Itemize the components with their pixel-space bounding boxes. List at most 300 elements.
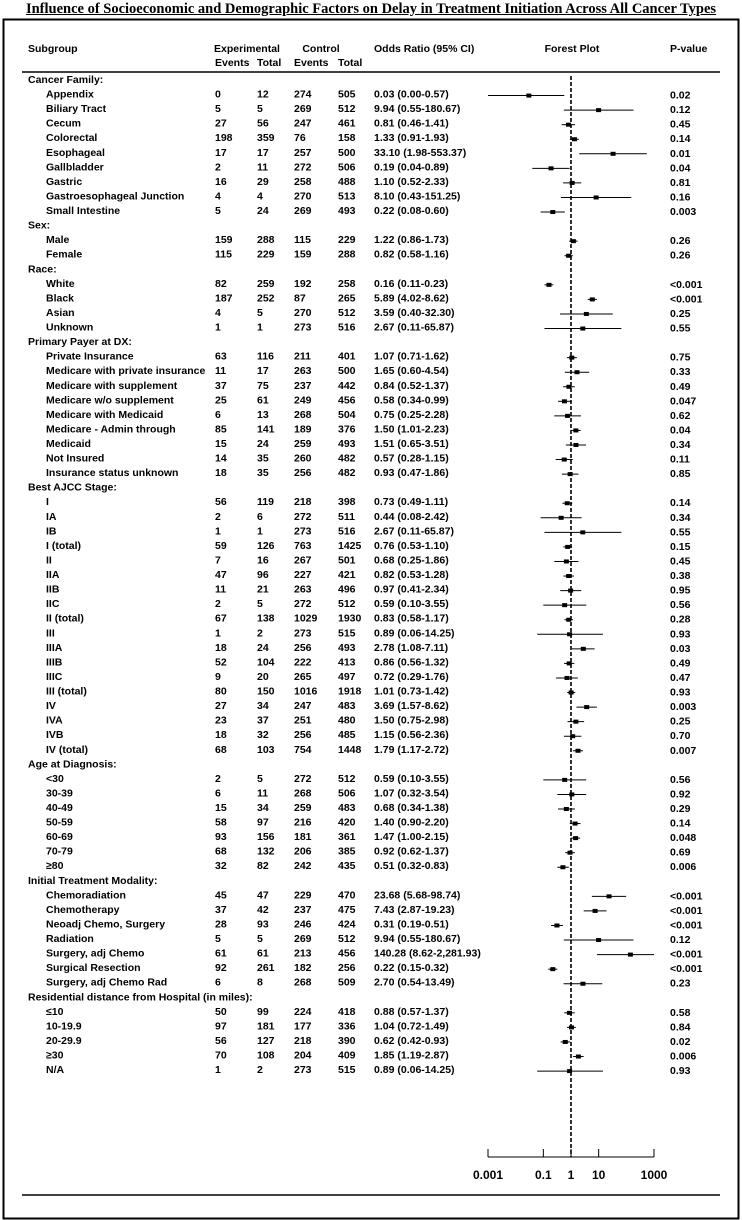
exp-total-cell: 93 bbox=[257, 918, 269, 931]
table-row bbox=[46, 802, 691, 815]
p-value-cell: <0.001 bbox=[670, 904, 703, 917]
subgroup-label: III (total) bbox=[46, 685, 87, 698]
subgroup-label: ≤10 bbox=[46, 1005, 64, 1018]
exp-events-cell: 14 bbox=[215, 452, 227, 465]
group-header-row bbox=[28, 758, 117, 770]
point-estimate bbox=[569, 356, 574, 360]
table-row bbox=[46, 613, 691, 626]
point-estimate bbox=[554, 923, 559, 927]
point-estimate bbox=[560, 865, 565, 869]
point-estimate bbox=[584, 312, 589, 316]
p-value-cell: <0.001 bbox=[670, 948, 703, 961]
subgroup-label: Black bbox=[46, 292, 75, 305]
point-estimate bbox=[573, 822, 578, 826]
point-estimate bbox=[573, 428, 578, 432]
ctrl-events-cell: 269 bbox=[294, 103, 312, 116]
table-row bbox=[46, 860, 696, 873]
table-row bbox=[46, 846, 691, 859]
exp-total-cell: 47 bbox=[257, 889, 269, 902]
ctrl-events-cell: 177 bbox=[294, 1020, 312, 1033]
exp-events-cell: 5 bbox=[215, 103, 221, 116]
subgroup-label: ≥30 bbox=[46, 1049, 64, 1062]
ctrl-events-cell: 242 bbox=[294, 860, 312, 873]
ctrl-total-cell: 390 bbox=[338, 1034, 356, 1047]
odds-ratio-cell: 0.68 (0.25-1.86) bbox=[374, 554, 449, 567]
table-row bbox=[46, 584, 691, 597]
point-estimate bbox=[549, 166, 554, 170]
ctrl-events-cell: 229 bbox=[294, 889, 312, 902]
subgroup-label: Gastroesophageal Junction bbox=[46, 190, 185, 203]
exp-total-cell: 75 bbox=[257, 379, 269, 392]
group-label: Race: bbox=[28, 263, 57, 276]
ctrl-total-cell: 435 bbox=[338, 860, 356, 873]
point-estimate bbox=[566, 254, 571, 258]
ctrl-total-cell: 500 bbox=[338, 146, 356, 159]
ctrl-total-cell: 1425 bbox=[338, 539, 362, 552]
table-row bbox=[46, 787, 691, 800]
exp-events-cell: 32 bbox=[215, 860, 227, 873]
table-row bbox=[46, 700, 696, 713]
exp-events-cell: 2 bbox=[215, 598, 221, 611]
exp-total-cell: 56 bbox=[257, 117, 269, 130]
exp-total-cell: 2 bbox=[257, 627, 263, 640]
ctrl-total-cell: 456 bbox=[338, 394, 356, 407]
ctrl-events-cell: 159 bbox=[294, 248, 312, 261]
p-value-cell: 0.28 bbox=[670, 613, 691, 626]
point-estimate bbox=[546, 283, 551, 287]
ctrl-total-cell: 482 bbox=[338, 452, 356, 465]
exp-events-cell: 11 bbox=[215, 583, 227, 596]
ctrl-total-cell: 485 bbox=[338, 729, 356, 742]
group-header-row bbox=[28, 220, 50, 232]
p-value-cell: 0.81 bbox=[670, 176, 691, 189]
ctrl-events-cell: 270 bbox=[294, 306, 312, 319]
exp-events-cell: 15 bbox=[215, 802, 227, 814]
ctrl-events-cell: 754 bbox=[294, 743, 312, 756]
p-value-cell: 0.49 bbox=[670, 657, 691, 670]
ctrl-total-cell: 401 bbox=[338, 350, 356, 363]
column-header bbox=[28, 43, 708, 69]
table-row bbox=[46, 380, 691, 393]
ctrl-total-cell: 288 bbox=[338, 248, 356, 261]
ctrl-events-cell: 268 bbox=[294, 787, 312, 800]
subgroup-label: I bbox=[46, 496, 49, 509]
odds-ratio-cell: 0.97 (0.41-2.34) bbox=[374, 583, 449, 596]
subgroup-label: Appendix bbox=[46, 88, 94, 101]
exp-total-cell: 37 bbox=[257, 714, 269, 727]
ctrl-events-cell: 247 bbox=[294, 117, 312, 130]
exp-total-cell: 99 bbox=[257, 1005, 269, 1018]
subgroup-label: Surgical Resection bbox=[46, 962, 141, 975]
p-value-cell: 0.16 bbox=[670, 191, 691, 204]
point-estimate bbox=[563, 1040, 568, 1044]
exp-events-cell: 159 bbox=[215, 234, 233, 247]
odds-ratio-cell: 0.16 (0.11-0.23) bbox=[374, 277, 449, 290]
chart-title: Influence of Socioeconomic and Demographic Factors on Delay in Treatment Initiation Across All Cancer Types bbox=[25, 1, 717, 17]
point-estimate bbox=[573, 720, 578, 724]
odds-ratio-cell: 9.94 (0.55-180.67) bbox=[374, 933, 461, 946]
exp-total-cell: 17 bbox=[257, 365, 269, 378]
odds-ratio-cell: 1.07 (0.71-1.62) bbox=[374, 350, 449, 363]
subgroup-label: Medicare w/o supplement bbox=[46, 394, 174, 407]
ctrl-total-cell: 1448 bbox=[338, 743, 362, 756]
ctrl-total-cell: 509 bbox=[338, 976, 356, 989]
p-value-cell: 0.02 bbox=[670, 1035, 691, 1048]
exp-total-cell: 359 bbox=[257, 132, 275, 145]
subgroup-label: IIA bbox=[46, 569, 60, 582]
exp-events-cell: 2 bbox=[215, 510, 221, 523]
odds-ratio-cell: 1.50 (0.75-2.98) bbox=[374, 714, 449, 727]
ctrl-events-cell: 1029 bbox=[294, 612, 318, 625]
point-estimate bbox=[568, 472, 573, 476]
exp-events-cell: 80 bbox=[215, 685, 227, 698]
exp-events-cell: 1 bbox=[215, 321, 221, 334]
exp-events-cell: 28 bbox=[215, 918, 227, 931]
exp-total-cell: 2 bbox=[257, 1064, 263, 1077]
subgroup-label: IV bbox=[46, 700, 56, 713]
subgroup-label: 50-59 bbox=[46, 816, 73, 829]
point-estimate bbox=[569, 691, 574, 695]
ctrl-total-cell: 512 bbox=[338, 598, 356, 611]
point-estimate bbox=[570, 181, 575, 185]
point-estimate bbox=[565, 545, 570, 549]
odds-ratio-cell: 1.50 (1.01-2.23) bbox=[374, 423, 449, 436]
ctrl-events-cell: 267 bbox=[294, 554, 312, 567]
ctrl-events-cell: 273 bbox=[294, 1064, 312, 1077]
exp-events-cell: 61 bbox=[215, 947, 227, 960]
ctrl-total-cell: 420 bbox=[338, 816, 356, 829]
ctrl-events-cell: 249 bbox=[294, 394, 312, 407]
subgroup-label: Female bbox=[46, 248, 83, 261]
exp-total-cell: 35 bbox=[257, 452, 269, 465]
ctrl-events-cell: 272 bbox=[294, 510, 312, 523]
point-estimate bbox=[566, 123, 571, 127]
exp-total-cell: 96 bbox=[257, 569, 269, 582]
subgroup-label: IVA bbox=[46, 714, 63, 727]
subgroup-label: Gastric bbox=[46, 175, 83, 188]
subgroup-label: Neoadj Chemo, Surgery bbox=[46, 918, 166, 931]
exp-events-cell: 17 bbox=[215, 146, 227, 159]
point-estimate bbox=[566, 385, 571, 389]
p-value-cell: 0.003 bbox=[670, 701, 697, 714]
ctrl-events-cell: 265 bbox=[294, 670, 312, 683]
odds-ratio-cell: 33.10 (1.98-553.37) bbox=[374, 146, 467, 159]
ctrl-events-cell: 269 bbox=[294, 205, 312, 218]
exp-events-cell: 9 bbox=[215, 670, 221, 683]
point-estimate bbox=[580, 982, 585, 986]
ctrl-events-cell: 213 bbox=[294, 947, 312, 960]
exp-total-cell: 259 bbox=[257, 277, 275, 290]
ctrl-total-cell: 480 bbox=[338, 714, 356, 727]
odds-ratio-cell: 0.84 (0.52-1.37) bbox=[374, 379, 449, 392]
ctrl-events-cell: 272 bbox=[294, 598, 312, 611]
point-estimate bbox=[580, 530, 585, 534]
p-value-cell: 0.45 bbox=[670, 118, 691, 131]
point-estimate bbox=[567, 851, 572, 855]
odds-ratio-cell: 1.15 (0.56-2.36) bbox=[374, 729, 449, 742]
p-value-cell: 0.007 bbox=[670, 744, 697, 757]
odds-ratio-cell: 23.68 (5.68-98.74) bbox=[374, 889, 461, 902]
exp-total-cell: 61 bbox=[257, 947, 269, 960]
p-value-cell: 0.04 bbox=[670, 424, 691, 437]
exp-events-cell: 47 bbox=[215, 569, 227, 582]
exp-events-cell: 50 bbox=[215, 1005, 227, 1018]
exp-events-cell: 97 bbox=[215, 1020, 227, 1033]
odds-ratio-cell: 9.94 (0.55-180.67) bbox=[374, 103, 461, 116]
point-estimate bbox=[562, 778, 567, 782]
subgroup-label: Asian bbox=[46, 306, 75, 319]
subgroup-label: IVB bbox=[46, 729, 64, 742]
odds-ratio-cell: 0.92 (0.62-1.37) bbox=[374, 845, 449, 858]
p-value-cell: 0.49 bbox=[670, 380, 691, 393]
table-rows bbox=[28, 74, 703, 1077]
col-odds-ratio: Odds Ratio (95% CI) bbox=[374, 43, 475, 55]
exp-total-cell: 138 bbox=[257, 612, 275, 625]
group-header-row bbox=[28, 875, 158, 887]
point-estimate bbox=[594, 195, 599, 199]
exp-events-cell: 37 bbox=[215, 903, 227, 916]
exp-total-cell: 12 bbox=[257, 88, 269, 101]
point-estimate bbox=[568, 589, 573, 593]
p-value-cell: 0.047 bbox=[670, 395, 697, 408]
subgroup-label: 40-49 bbox=[46, 802, 73, 814]
exp-events-cell: 63 bbox=[215, 350, 227, 363]
exp-total-cell: 5 bbox=[257, 933, 263, 946]
ctrl-events-cell: 206 bbox=[294, 845, 312, 858]
table-row bbox=[46, 554, 691, 567]
point-estimate bbox=[565, 414, 570, 418]
group-label: Best AJCC Stage: bbox=[28, 481, 117, 494]
ctrl-total-cell: 506 bbox=[338, 787, 356, 800]
ctrl-events-cell: 192 bbox=[294, 277, 312, 290]
p-value-cell: 0.12 bbox=[670, 104, 691, 117]
exp-total-cell: 181 bbox=[257, 1020, 275, 1033]
table-row bbox=[46, 278, 703, 291]
odds-ratio-cell: 0.72 (0.29-1.76) bbox=[374, 670, 449, 683]
p-value-cell: 0.58 bbox=[670, 1006, 691, 1019]
odds-ratio-cell: 0.62 (0.42-0.93) bbox=[374, 1034, 449, 1047]
ctrl-total-cell: 256 bbox=[338, 962, 356, 975]
exp-events-cell: 1 bbox=[215, 1064, 221, 1077]
ctrl-total-cell: 516 bbox=[338, 321, 356, 334]
point-estimate bbox=[569, 792, 574, 796]
point-estimate bbox=[562, 603, 567, 607]
exp-total-cell: 5 bbox=[257, 306, 263, 319]
odds-ratio-cell: 8.10 (0.43-151.25) bbox=[374, 190, 461, 203]
point-estimate bbox=[567, 1011, 572, 1015]
ctrl-events-cell: 269 bbox=[294, 933, 312, 946]
odds-ratio-cell: 3.59 (0.40-32.30) bbox=[374, 306, 455, 319]
subgroup-label: II (total) bbox=[46, 612, 84, 625]
table-row bbox=[46, 715, 691, 728]
col-exp-total: Total bbox=[257, 57, 282, 69]
odds-ratio-cell: 2.70 (0.54-13.49) bbox=[374, 976, 455, 989]
p-value-cell: <0.001 bbox=[670, 890, 703, 903]
ctrl-events-cell: 258 bbox=[294, 175, 312, 188]
col-exp-events: Events bbox=[215, 57, 250, 69]
ctrl-total-cell: 475 bbox=[338, 903, 356, 916]
subgroup-label: 10-19.9 bbox=[46, 1020, 82, 1033]
point-estimate bbox=[628, 953, 633, 957]
odds-ratio-cell: 0.44 (0.08-2.42) bbox=[374, 510, 449, 523]
subgroup-label: Medicare with supplement bbox=[46, 379, 178, 392]
table-row bbox=[46, 686, 691, 699]
odds-ratio-cell: 2.78 (1.08-7.11) bbox=[374, 641, 449, 654]
table-row bbox=[46, 423, 691, 436]
exp-events-cell: 70 bbox=[215, 1049, 227, 1062]
exp-total-cell: 24 bbox=[257, 205, 269, 218]
odds-ratio-cell: 1.85 (1.19-2.87) bbox=[374, 1049, 449, 1062]
exp-total-cell: 108 bbox=[257, 1049, 275, 1062]
exp-total-cell: 21 bbox=[257, 583, 269, 596]
exp-total-cell: 288 bbox=[257, 234, 275, 247]
ctrl-events-cell: 224 bbox=[294, 1005, 312, 1018]
subgroup-label: IA bbox=[46, 510, 57, 523]
ctrl-total-cell: 461 bbox=[338, 117, 356, 130]
p-value-cell: 0.70 bbox=[670, 730, 691, 743]
exp-events-cell: 6 bbox=[215, 408, 221, 421]
forest-plot-area bbox=[488, 76, 654, 1157]
subgroup-label: Surgery, adj Chemo Rad bbox=[46, 976, 168, 989]
exp-events-cell: 115 bbox=[215, 248, 232, 261]
ctrl-events-cell: 211 bbox=[294, 350, 311, 363]
exp-total-cell: 17 bbox=[257, 146, 269, 159]
subgroup-label: Unknown bbox=[46, 321, 94, 334]
point-estimate bbox=[571, 239, 576, 243]
exp-events-cell: 15 bbox=[215, 438, 227, 450]
point-estimate bbox=[607, 894, 612, 898]
subgroup-label: II bbox=[46, 554, 52, 567]
exp-total-cell: 103 bbox=[257, 743, 275, 756]
exp-total-cell: 61 bbox=[257, 394, 269, 407]
point-estimate bbox=[564, 807, 569, 811]
point-estimate bbox=[581, 647, 586, 651]
p-value-cell: 0.25 bbox=[670, 715, 691, 728]
p-value-cell: 0.55 bbox=[670, 322, 691, 335]
subgroup-label: Esophageal bbox=[46, 146, 105, 159]
point-estimate bbox=[550, 967, 555, 971]
exp-events-cell: 4 bbox=[215, 190, 221, 203]
odds-ratio-cell: 1.22 (0.86-1.73) bbox=[374, 234, 449, 247]
ctrl-events-cell: 273 bbox=[294, 525, 312, 538]
table-row bbox=[46, 234, 691, 247]
p-value-cell: 0.55 bbox=[670, 526, 691, 539]
exp-total-cell: 16 bbox=[257, 554, 269, 567]
exp-total-cell: 1 bbox=[257, 321, 263, 334]
exp-events-cell: 93 bbox=[215, 831, 227, 844]
odds-ratio-cell: 1.33 (0.91-1.93) bbox=[374, 132, 449, 145]
exp-events-cell: 2 bbox=[215, 161, 221, 174]
table-row bbox=[46, 918, 703, 931]
subgroup-label: Gallbladder bbox=[46, 161, 104, 174]
subgroup-label: Small Intestine bbox=[46, 205, 121, 218]
ctrl-total-cell: 158 bbox=[338, 132, 356, 145]
exp-events-cell: 68 bbox=[215, 845, 227, 858]
table-row bbox=[46, 365, 691, 378]
x-tick-label: 0.1 bbox=[534, 1168, 552, 1182]
group-label: Age at Diagnosis: bbox=[28, 758, 117, 771]
ctrl-total-cell: 512 bbox=[338, 933, 356, 946]
table-row bbox=[46, 249, 691, 262]
p-value-cell: 0.62 bbox=[670, 409, 691, 422]
odds-ratio-cell: 1.65 (0.60-4.54) bbox=[374, 365, 449, 378]
odds-ratio-cell: 0.83 (0.58-1.17) bbox=[374, 612, 449, 625]
group-label: Residential distance from Hospital (in miles): bbox=[28, 991, 253, 1004]
odds-ratio-cell: 0.57 (0.28-1.15) bbox=[374, 452, 449, 465]
x-tick-label: 10 bbox=[591, 1168, 606, 1182]
ctrl-events-cell: 270 bbox=[294, 190, 312, 203]
table-row bbox=[46, 773, 691, 786]
table-row bbox=[46, 438, 691, 451]
ctrl-total-cell: 229 bbox=[338, 234, 356, 247]
odds-ratio-cell: 0.89 (0.06-14.25) bbox=[374, 627, 455, 640]
table-row bbox=[46, 1020, 691, 1033]
p-value-cell: 0.75 bbox=[670, 351, 691, 364]
odds-ratio-cell: 5.89 (4.02-8.62) bbox=[374, 292, 449, 305]
exp-total-cell: 97 bbox=[257, 816, 269, 829]
ctrl-total-cell: 361 bbox=[338, 831, 356, 844]
table-row bbox=[46, 496, 691, 509]
exp-total-cell: 32 bbox=[257, 729, 269, 742]
ctrl-total-cell: 482 bbox=[338, 467, 356, 480]
ctrl-events-cell: 216 bbox=[294, 816, 312, 829]
odds-ratio-cell: 0.68 (0.34-1.38) bbox=[374, 802, 449, 814]
group-header-row bbox=[28, 482, 117, 494]
exp-events-cell: 52 bbox=[215, 656, 227, 669]
exp-events-cell: 18 bbox=[215, 467, 227, 480]
exp-total-cell: 24 bbox=[257, 641, 269, 654]
exp-total-cell: 82 bbox=[257, 860, 269, 873]
table-row bbox=[46, 511, 691, 524]
p-value-cell: 0.34 bbox=[670, 511, 691, 524]
exp-events-cell: 27 bbox=[215, 700, 227, 713]
exp-events-cell: 67 bbox=[215, 612, 227, 625]
subgroup-label: <30 bbox=[46, 772, 64, 785]
exp-total-cell: 35 bbox=[257, 467, 269, 480]
ctrl-total-cell: 488 bbox=[338, 175, 356, 188]
p-value-cell: 0.048 bbox=[670, 832, 697, 845]
ctrl-total-cell: 493 bbox=[338, 641, 356, 654]
exp-total-cell: 5 bbox=[257, 772, 263, 785]
subgroup-label: IV (total) bbox=[46, 743, 88, 756]
group-label: Sex: bbox=[28, 219, 51, 232]
exp-events-cell: 198 bbox=[215, 132, 233, 145]
point-estimate bbox=[584, 705, 589, 709]
p-value-cell: 0.14 bbox=[670, 133, 691, 146]
ctrl-total-cell: 398 bbox=[338, 496, 356, 509]
table-row bbox=[46, 817, 691, 830]
odds-ratio-cell: 0.89 (0.06-14.25) bbox=[374, 1064, 455, 1077]
odds-ratio-cell: 0.22 (0.15-0.32) bbox=[374, 962, 449, 975]
odds-ratio-cell: 0.81 (0.46-1.41) bbox=[374, 117, 449, 130]
exp-events-cell: 4 bbox=[215, 306, 221, 319]
group-label: Initial Treatment Modality: bbox=[28, 874, 158, 887]
point-estimate bbox=[573, 836, 578, 840]
ctrl-events-cell: 222 bbox=[294, 656, 312, 669]
exp-events-cell: 18 bbox=[215, 641, 227, 654]
point-estimate bbox=[562, 399, 567, 403]
subgroup-label: N/A bbox=[46, 1064, 65, 1077]
p-value-cell: 0.92 bbox=[670, 788, 691, 801]
ctrl-events-cell: 273 bbox=[294, 627, 312, 640]
odds-ratio-cell: 0.58 (0.34-0.99) bbox=[374, 394, 449, 407]
p-value-cell: 0.56 bbox=[670, 773, 691, 786]
subgroup-label: Cecum bbox=[46, 117, 82, 130]
p-value-cell: 0.34 bbox=[670, 439, 691, 451]
exp-total-cell: 20 bbox=[257, 670, 269, 683]
exp-events-cell: 23 bbox=[215, 714, 227, 727]
ctrl-total-cell: 421 bbox=[338, 569, 356, 582]
